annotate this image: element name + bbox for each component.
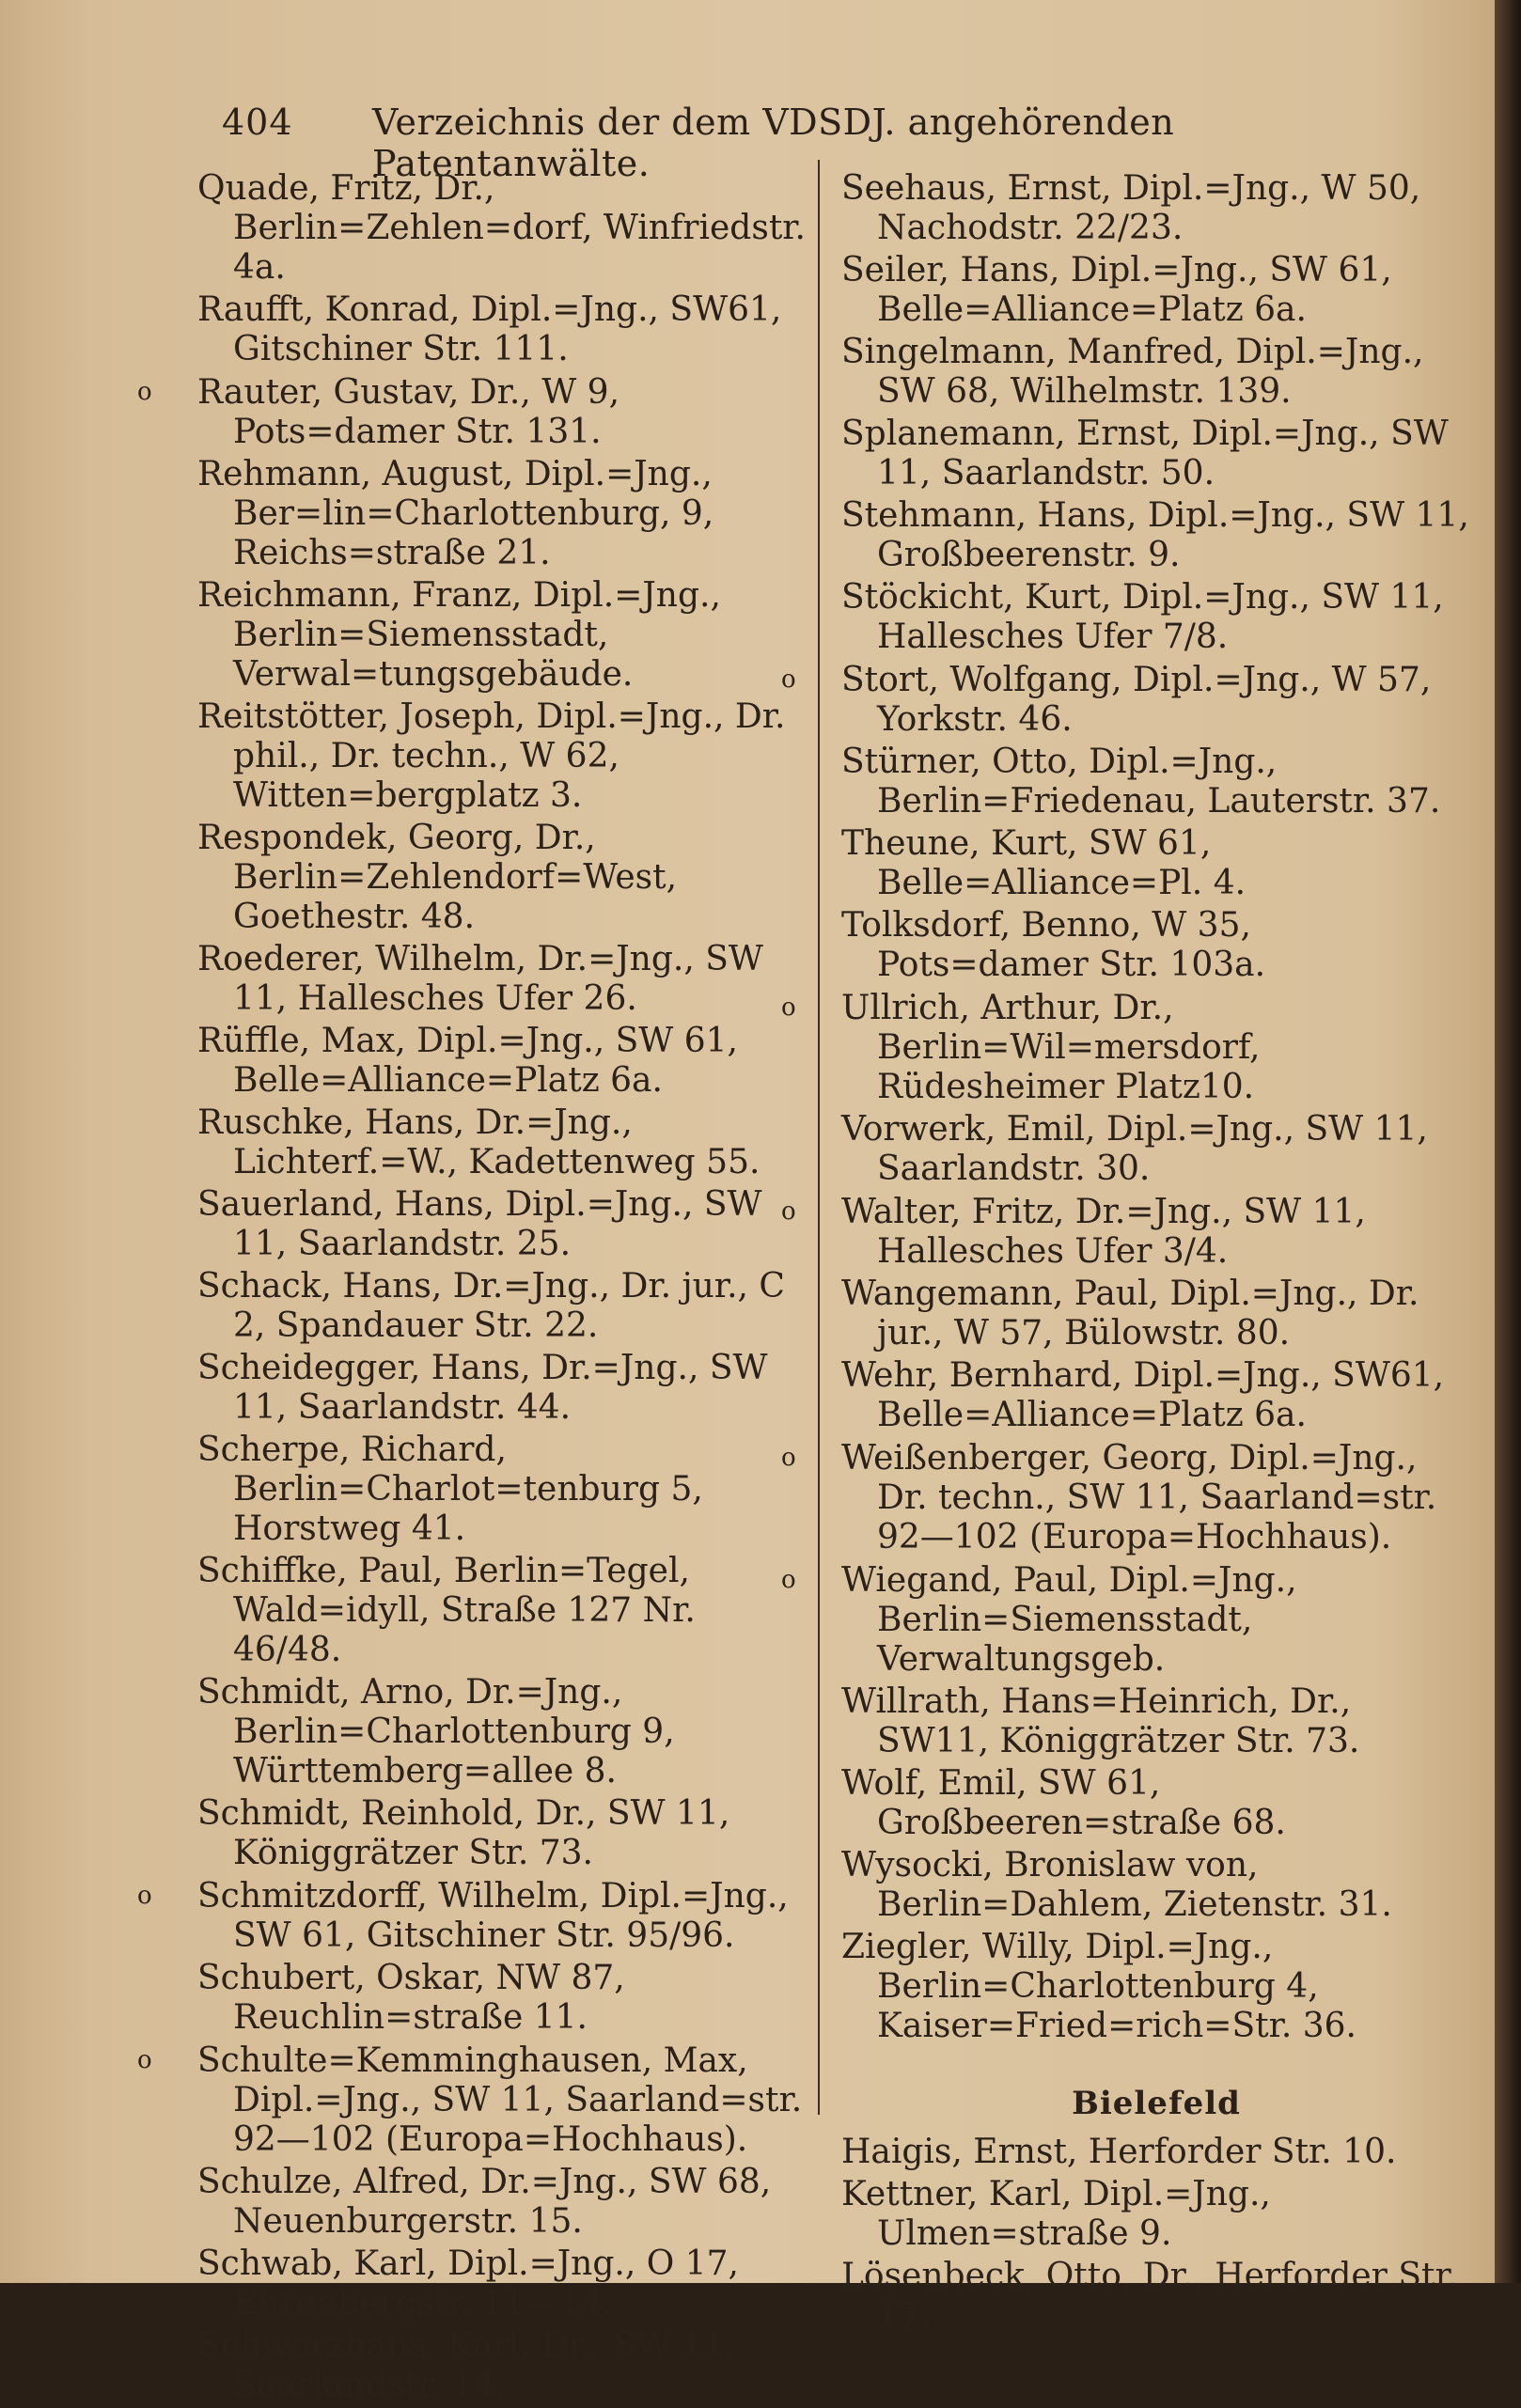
entry-text: Seiler, Hans, Dipl.=Jng., SW 61, Belle=Alliance=Platz 6a. (841, 251, 1392, 329)
entry-text: Schwarzhans, Karl, Dr., SW 11, Saarlandstr. 14. (197, 2326, 736, 2404)
directory-entry (197, 1673, 808, 1791)
entry-text: Schmidt, Reinhold, Dr., SW 11, Königgrätzer Str. 73. (197, 1794, 730, 1872)
directory-entry (841, 1846, 1471, 1925)
directory-entry (841, 1356, 1471, 1435)
entry-text: Reitstötter, Joseph, Dipl.=Jng., Dr. phil., Dr. techn., W 62, Witten=bergplatz 3. (197, 697, 786, 815)
directory-entry (841, 1110, 1471, 1189)
directory-entry (841, 906, 1471, 985)
directory-entry (197, 1552, 808, 1670)
directory-entry (197, 169, 808, 288)
entry-text: Splanemann, Ernst, Dipl.=Jng., SW 11, Saarlandstr. 50. (841, 414, 1449, 493)
directory-entry: o Walter, Fritz, Dr.=Jng., SW 11, Hallesches Ufer 3/4. (781, 1193, 1366, 1271)
entry-text: Schulte=Kemminghausen, Max, Dipl.=Jng., SW 11, Saarland=str. 92—102 (Europa=Hochhaus). (197, 2041, 803, 2159)
entry-text: Willrath, Hans=Heinrich, Dr., SW11, Königgrätzer Str. 73. (841, 1682, 1360, 1760)
entry-text: Stürner, Otto, Dipl.=Jng., Berlin=Friedenau, Lauterstr. 37. (841, 743, 1441, 821)
column-divider (818, 160, 820, 2115)
directory-entry (197, 1185, 808, 1264)
directory-entry (197, 1794, 808, 1873)
directory-entry (841, 1928, 1471, 2046)
directory-entry (197, 1103, 808, 1182)
entry-text: Scherpe, Richard, Berlin=Charlot=tenburg 5, Horstweg 41. (197, 1431, 703, 1548)
directory-entry: o Stort, Wolfgang, Dipl.=Jng., W 57, Yorkstr. 46. (781, 661, 1432, 739)
directory-entry (197, 2163, 808, 2242)
entry-text: Singelmann, Manfred, Dipl.=Jng., SW 68, Wilhelmstr. 139. (841, 333, 1424, 411)
entry-text: Roederer, Wilhelm, Dr.=Jng., SW 11, Hallesches Ufer 26. (197, 940, 763, 1018)
entry-text: Schmitzdorff, Wilhelm, Dipl.=Jng., SW 61, Gitschiner Str. 95/96. (197, 1877, 789, 1955)
directory-entry: o Weißenberger, Georg, Dipl.=Jng., Dr. techn., SW 11, Saarland=str. 92—102 (Europa=Hochhaus). (781, 1439, 1437, 1556)
entry-text: Kettner, Karl, Dipl.=Jng., Ulmen=straße 9. (841, 2175, 1271, 2253)
directory-entry (197, 1959, 808, 2038)
directory-entry (197, 1022, 808, 1101)
page-number: 404 (222, 102, 293, 143)
entry-text: Wehr, Bernhard, Dipl.=Jng., SW61, Belle=Alliance=Platz 6a. (841, 1356, 1445, 1434)
bielefeld-entries (841, 2133, 1471, 2336)
entry-text: Stehmann, Hans, Dipl.=Jng., SW 11, Großbeerenstr. 9. (841, 496, 1469, 574)
directory-entry (841, 1274, 1471, 1353)
entry-text: Weißenberger, Georg, Dipl.=Jng., Dr. techn., SW 11, Saarland=str. 92—102 (Europa=Hochhaus). (841, 1439, 1437, 1556)
directory-entry (197, 697, 808, 816)
entry-text: Schubert, Oskar, NW 87, Reuchlin=straße 11. (197, 1959, 625, 2037)
directory-entry (841, 251, 1471, 330)
directory-entry: o Wiegand, Paul, Dipl.=Jng., Berlin=Siemensstadt, Verwaltungsgeb. (781, 1561, 1297, 1679)
entry-text: Stort, Wolfgang, Dipl.=Jng., W 57, Yorkstr. 46. (841, 661, 1432, 739)
directory-entry (841, 2257, 1471, 2336)
entry-text: Stöckicht, Kurt, Dipl.=Jng., SW 11, Hallesches Ufer 7/8. (841, 578, 1444, 656)
running-title: Verzeichnis der dem VDSDJ. angehörenden Patentanwälte. (372, 102, 1175, 184)
directory-entry (197, 2326, 808, 2405)
entry-text: Schiffke, Paul, Berlin=Tegel, Wald=idyll, Straße 127 Nr. 46/48. (197, 1552, 696, 1669)
directory-entry (197, 2244, 808, 2323)
entry-text: Wysocki, Bronislaw von, Berlin=Dahlem, Zietenstr. 31. (841, 1846, 1392, 1924)
entry-text: Ziegler, Willy, Dipl.=Jng., Berlin=Charlottenburg 4, Kaiser=Fried=rich=Str. 36. (841, 1928, 1356, 2045)
directory-entry (841, 1682, 1471, 1761)
entry-text: Schack, Hans, Dr.=Jng., Dr. jur., C 2, Spandauer Str. 22. (197, 1267, 785, 1345)
directory-entry (841, 496, 1471, 575)
entry-text: Lösenbeck, Otto, Dr., Herforder Str. 17. (841, 2257, 1459, 2335)
entry-text: Ruschke, Hans, Dr.=Jng., Lichterf.=W., Kadettenweg 55. (197, 1103, 760, 1181)
entry-text: Theune, Kurt, SW 61, Belle=Alliance=Pl. 4. (841, 824, 1247, 902)
entry-text: Schwab, Karl, Dipl.=Jng., O 17, Ehrenbergstr. 11—14. (197, 2244, 739, 2322)
directory-entry (197, 940, 808, 1019)
directory-entry (841, 169, 1471, 248)
entry-text: Respondek, Georg, Dr., Berlin=Zehlendorf=West, Goethestr. 48. (197, 819, 678, 936)
directory-entry (197, 455, 808, 573)
directory-entry: o Ullrich, Arthur, Dr., Berlin=Wil=mersdorf, Rüdesheimer Platz10. (781, 989, 1261, 1106)
directory-entry (197, 819, 808, 937)
directory-entry: o Schmitzdorff, Wilhelm, Dipl.=Jng., SW 61, Gitschiner Str. 95/96. (137, 1877, 789, 1955)
directory-entry (197, 1267, 808, 1346)
directory-entry: o Schulte=Kemminghausen, Max, Dipl.=Jng., SW 11, Saarland=str. 92—102 (Europa=Hochhaus). (137, 2041, 803, 2159)
page-header (222, 102, 1303, 184)
directory-entry (197, 290, 808, 369)
directory-entry (841, 743, 1471, 821)
right-entries (781, 169, 1471, 2046)
directory-entry (841, 2133, 1471, 2172)
book-edge (1495, 0, 1521, 2283)
entry-text: Schmidt, Arno, Dr.=Jng., Berlin=Charlottenburg 9, Württemberg=allee 8. (197, 1673, 675, 1790)
entry-text: Reichmann, Franz, Dipl.=Jng., Berlin=Siemensstadt, Verwal=tungsgebäude. (197, 576, 721, 694)
entry-text: Quade, Fritz, Dr., Berlin=Zehlen=dorf, Winfriedstr. 4a. (197, 169, 806, 287)
directory-entry (841, 333, 1471, 412)
entry-text: Rüffle, Max, Dipl.=Jng., SW 61, Belle=Alliance=Platz 6a. (197, 1022, 738, 1100)
entry-text: Wolf, Emil, SW 61, Großbeeren=straße 68. (841, 1764, 1286, 1842)
directory-entry (197, 1431, 808, 1549)
entry-text: Walter, Fritz, Dr.=Jng., SW 11, Hallesches Ufer 3/4. (841, 1193, 1366, 1271)
directory-entry (841, 578, 1471, 657)
left-column (137, 169, 808, 2408)
directory-entry (197, 576, 808, 695)
entry-text: Wangemann, Paul, Dipl.=Jng., Dr. jur., W 57, Bülowstr. 80. (841, 1274, 1419, 1353)
directory-entry (841, 414, 1471, 493)
entry-text: Rehmann, August, Dipl.=Jng., Ber=lin=Charlottenburg, 9, Reichs=straße 21. (197, 455, 714, 572)
directory-entry (197, 1349, 808, 1428)
entry-text: Wiegand, Paul, Dipl.=Jng., Berlin=Siemensstadt, Verwaltungsgeb. (841, 1561, 1297, 1679)
entry-text: Schulze, Alfred, Dr.=Jng., SW 68, Neuenburgerstr. 15. (197, 2163, 772, 2241)
entry-text: Tolksdorf, Benno, W 35, Pots=damer Str. 103a. (841, 906, 1266, 984)
entry-text: Rauter, Gustav, Dr., W 9, Pots=damer Str. 131. (197, 373, 620, 451)
directory-entry (841, 824, 1471, 903)
entry-text: Vorwerk, Emil, Dipl.=Jng., SW 11, Saarlandstr. 30. (841, 1110, 1428, 1188)
entry-text: Haigis, Ernst, Herforder Str. 10. (841, 2133, 1397, 2171)
entry-text: Sauerland, Hans, Dipl.=Jng., SW 11, Saarlandstr. 25. (197, 1185, 762, 1263)
directory-entry (841, 1764, 1471, 1843)
right-column (781, 169, 1471, 2338)
entry-text: Raufft, Konrad, Dipl.=Jng., SW61, Gitschiner Str. 111. (197, 290, 782, 368)
directory-entry: o Rauter, Gustav, Dr., W 9, Pots=damer Str. 131. (137, 373, 620, 451)
section-heading-bielefeld: Bielefeld (1072, 2085, 1241, 2122)
entry-text: Scheidegger, Hans, Dr.=Jng., SW 11, Saarlandstr. 44. (197, 1349, 768, 1427)
entry-text: Seehaus, Ernst, Dipl.=Jng., W 50, Nachodstr. 22/23. (841, 169, 1421, 247)
directory-entry (841, 2175, 1471, 2254)
entry-text: Ullrich, Arthur, Dr., Berlin=Wil=mersdorf, Rüdesheimer Platz10. (841, 989, 1261, 1106)
